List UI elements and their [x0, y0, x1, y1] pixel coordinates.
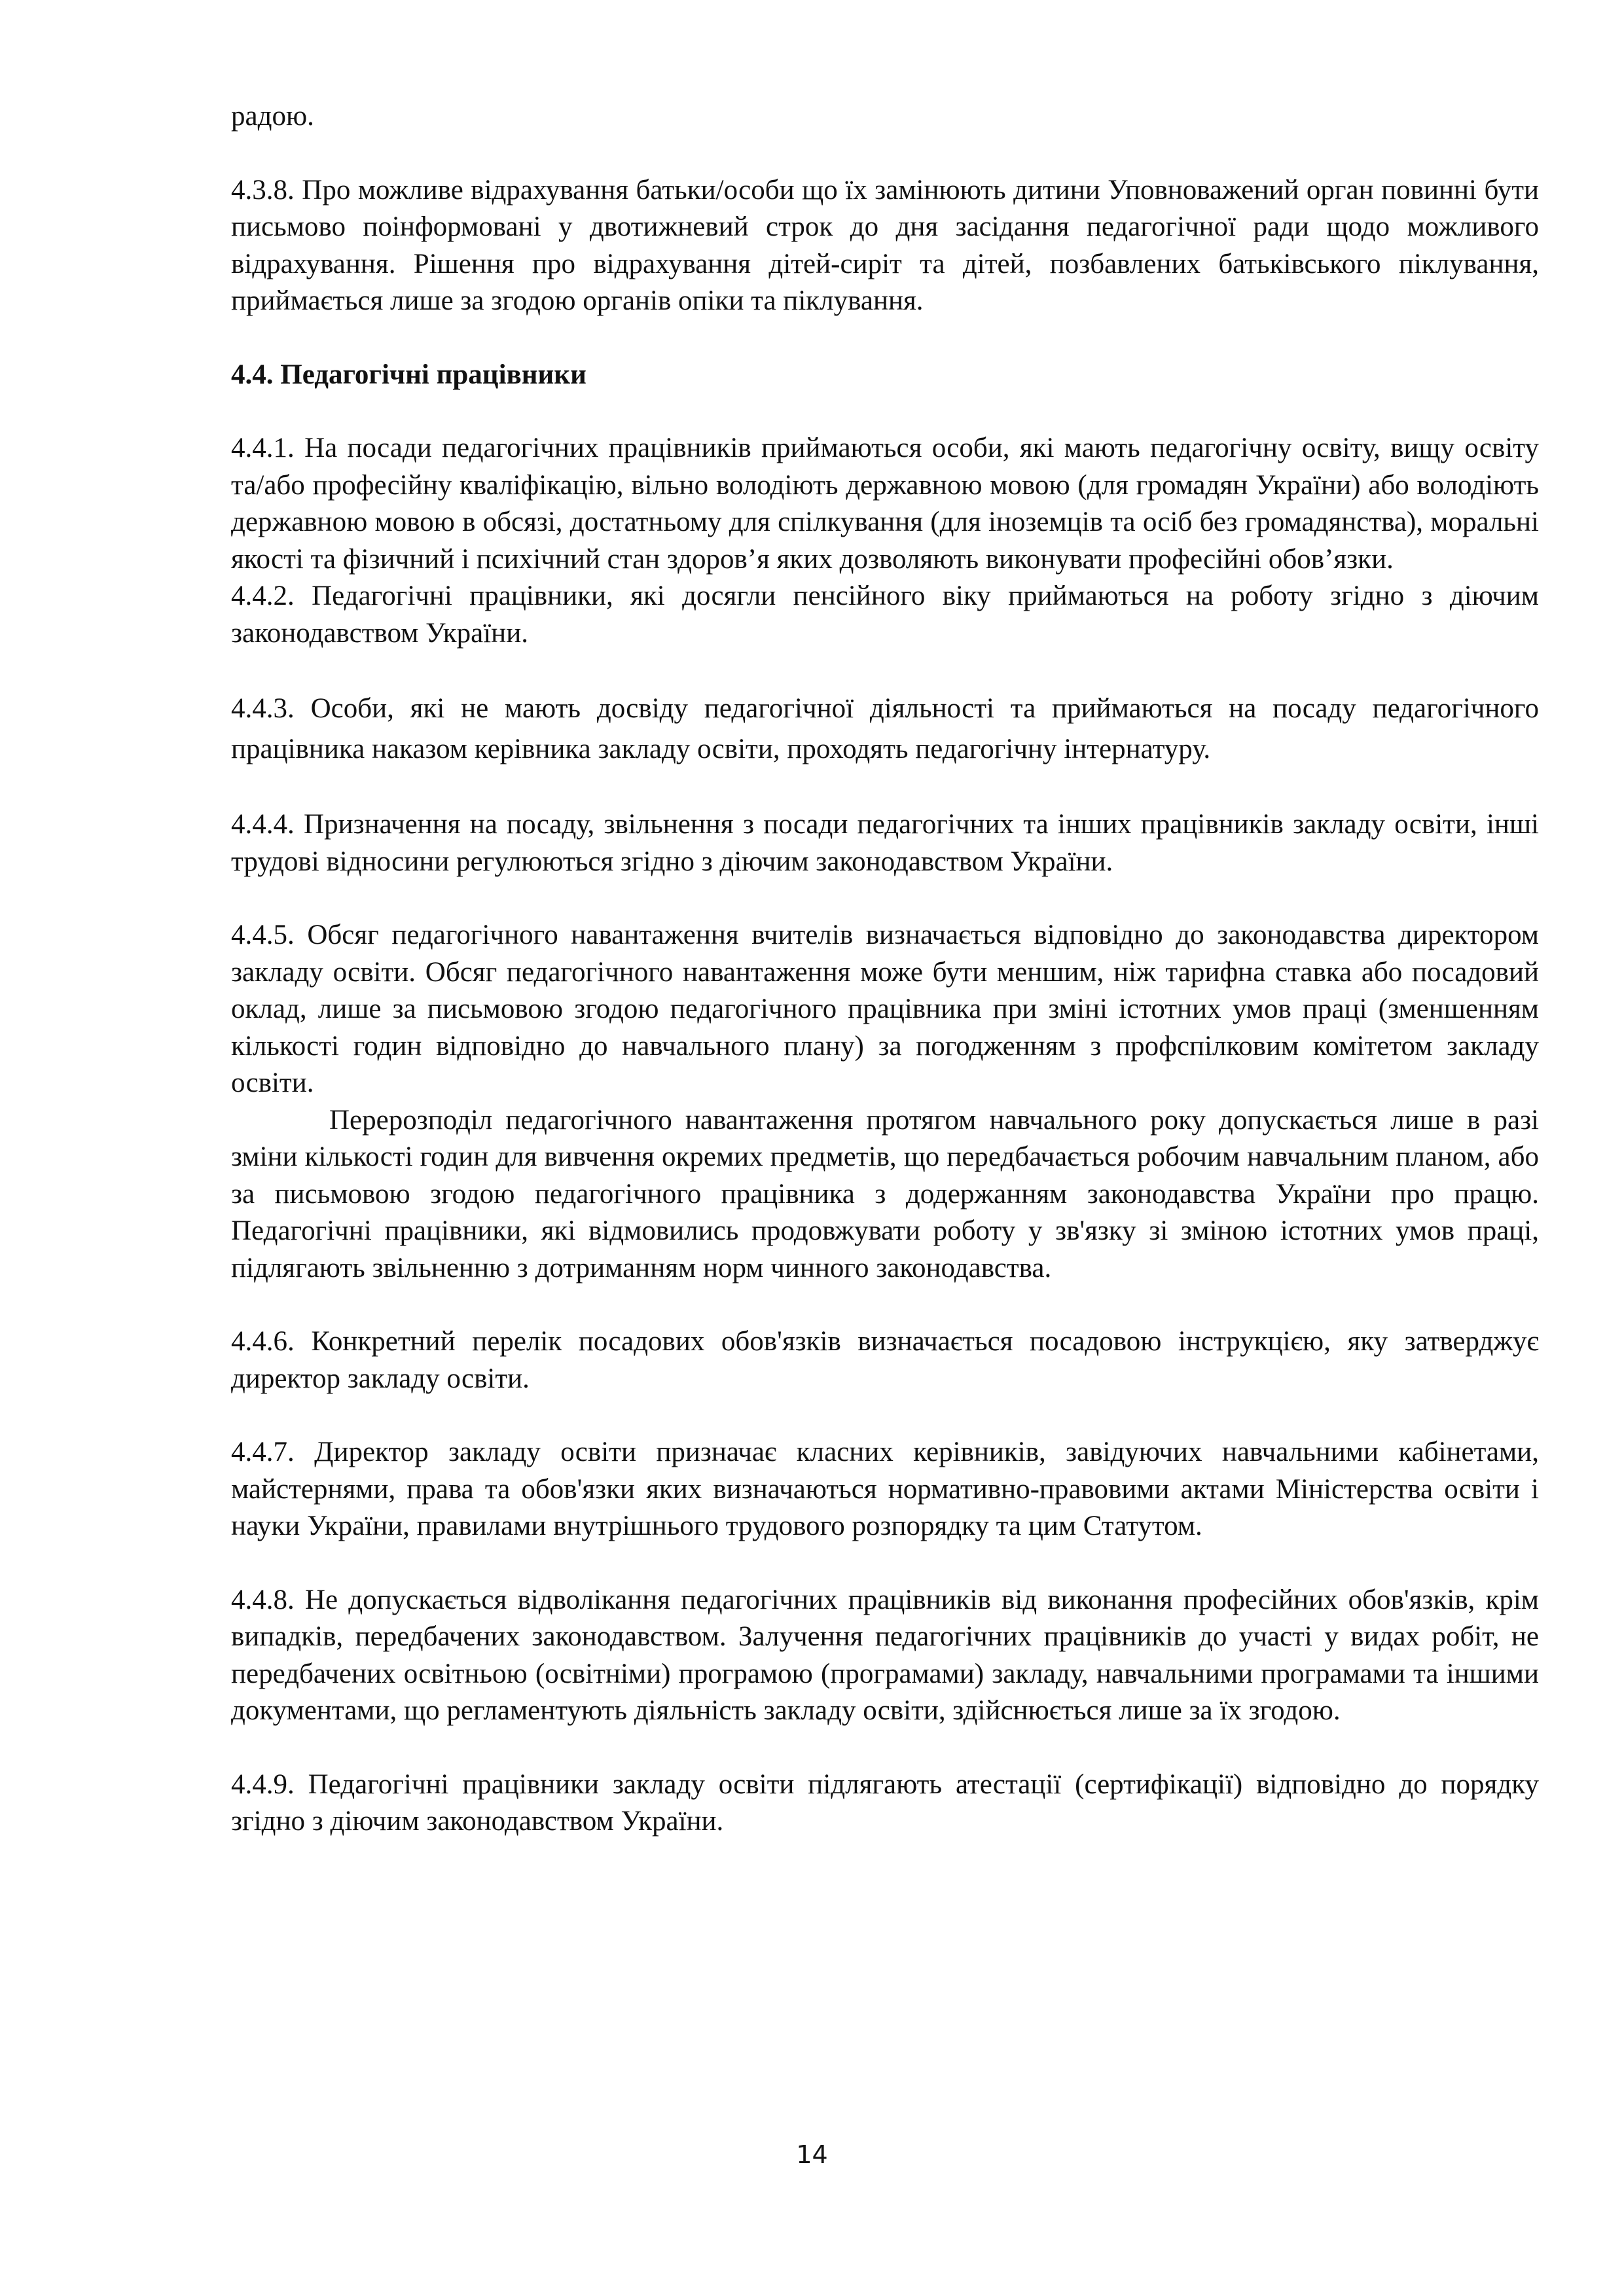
continuation-text: радою. — [231, 101, 314, 132]
paragraph-4-4-9: 4.4.9. Педагогічні працівники закладу освіти підлягають атестації (сертифікації) відповідно до порядку згідно з діючим законодавством України. — [231, 1768, 1539, 1837]
paragraph-4-4-8: 4.4.8. Не допускається відволікання педагогічних працівників від виконання професійних обов'язків, крім випадків, передбачених законодавством. Залучення педагогічних працівників до участі у видах робіт, не передбачених освітньою (освітніми) програмою (програмами) закладу, навчальними програмами та іншими документами, що регламентують діяльність закладу освіти, здійснюється лише за їх згодою. — [231, 1584, 1539, 1726]
paragraph-4-3-8: 4.3.8. Про можливе відрахування батьки/особи що їх замінюють дитини Уповноважений орган повинні бути письмово поінформовані у двотижневий строк до дня засідання педагогічної ради щодо можливого відрахування. Рішення про відрахування дітей-сиріт та дітей, позбавлених батьківського піклування, приймається лише за згодою органів опіки та піклування. — [231, 174, 1539, 316]
paragraph-4-4-4: 4.4.4. Призначення на посаду, звільнення з посади педагогічних та інших працівників закладу освіти, інші трудові відносини регулюються згідно з діючим законодавством України. — [231, 809, 1539, 877]
document-page — [231, 98, 1539, 1840]
section-heading: 4.4. Педагогічні працівники — [231, 359, 586, 390]
paragraph-4-4-5: 4.4.5. Обсяг педагогічного навантаження вчителів визначається відповідно до законодавства директором закладу освіти. Обсяг педагогічного навантаження може бути меншим, ніж тарифна ставка або посадовий оклад, лише за письмовою згодою педагогічного працівника при зміні істотних умов праці (зменшенням кількості годин відповідно до навчального плану) за погодженням з профспілковим комітетом закладу освіти. — [231, 920, 1539, 1098]
paragraph-4-4-5-continuation: Перерозподіл педагогічного навантаження протягом навчального року допускається лише в разі зміни кількості годин для вивчення окремих предметів, що передбачається робочим навчальним планом, або за письмовою згодою педагогічного працівника з додержанням законодавства України про працю. Педагогічні працівники, які відмовились продовжувати роботу у зв'язку зі зміною істотних умов праці, підлягають звільненню з дотриманням норм чинного законодавства. — [231, 1104, 1539, 1283]
paragraph-4-4-2: 4.4.2. Педагогічні працівники, які досягли пенсійного віку приймаються на роботу згідно з діючим законодавством України. — [231, 581, 1539, 649]
page-number: 14 — [796, 2140, 828, 2169]
paragraph-4-4-6: 4.4.6. Конкретний перелік посадових обов'язків визначається посадовою інструкцією, яку затверджує директор закладу освіти. — [231, 1326, 1539, 1394]
paragraph-4-4-1: 4.4.1. На посади педагогічних працівників приймаються особи, які мають педагогічну освіту, вищу освіту та/або професійну кваліфікацію, вільно володіють державною мовою (для громадян України) або володіють державною мовою в обсязі, достатньому для спілкування (для іноземців та осіб без громадянства), моральні якості та фізичний і психічний стан здоров’я яких дозволяють виконувати професійні обов’язки. — [231, 433, 1539, 575]
paragraph-4-4-3: 4.4.3. Особи, які не мають досвіду педагогічної діяльності та приймаються на посаду педагогічного працівника наказом керівника закладу освіти, проходять педагогічну інтернатуру. — [231, 693, 1539, 764]
paragraph-4-4-7: 4.4.7. Директор закладу освіти призначає класних керівників, завідуючих навчальними кабінетами, майстернями, права та обов'язки яких визначаються нормативно-правовими актами Міністерства освіти і науки України, правилами внутрішнього трудового розпорядку та цим Статутом. — [231, 1437, 1539, 1541]
